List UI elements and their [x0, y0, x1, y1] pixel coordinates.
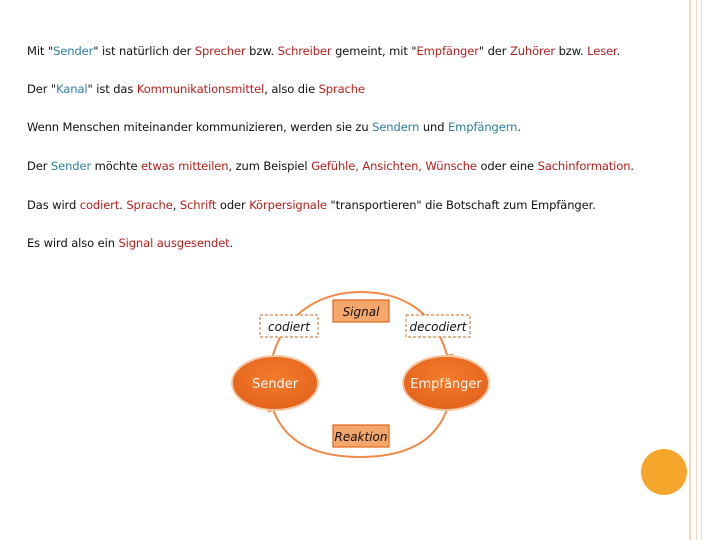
highlight-empfaengern: Empfängern [447, 120, 518, 134]
signal-box [333, 300, 389, 322]
decodiert-box [406, 315, 470, 337]
highlight-sprecher: Sprecher [194, 44, 246, 58]
text-part: möchte [91, 159, 142, 173]
text-line-3 [27, 120, 521, 134]
text-part: oder eine [476, 159, 538, 173]
receiver-node [403, 356, 489, 410]
highlight-kommunikationsmittel: Kommunikationsmittel [136, 82, 265, 96]
highlight-codiert: codiert [79, 198, 120, 212]
text-part: und [419, 120, 448, 134]
text-part: Wenn Menschen miteinander kommunizieren, werden sie zu [27, 120, 373, 134]
text-part: , [172, 198, 180, 212]
text-part: Der [27, 159, 51, 173]
text-part: , zum Beispiel [228, 159, 312, 173]
highlight-kanal: Kanal [56, 82, 88, 96]
highlight-koerpersignale: Körpersignale [249, 198, 327, 212]
decorative-border-line [696, 0, 697, 540]
text-part: " ist natürlich der [93, 44, 195, 58]
communication-cycle-svg [225, 287, 495, 462]
sender-node [232, 356, 318, 410]
highlight-schreiber: Schreiber [277, 44, 332, 58]
text-part: oder [216, 198, 250, 212]
highlight-sender: Sender [53, 44, 94, 58]
text-part: gemeint, mit " [331, 44, 417, 58]
highlight-schrift: Schrift [179, 198, 217, 212]
reaction-label: Reaktion [334, 430, 388, 444]
text-part: . [229, 236, 234, 250]
highlight-signal: Signal [118, 236, 154, 250]
highlight-sendern: Sendern [372, 120, 420, 134]
text-part: , also die [264, 82, 319, 96]
text-part: bzw. [555, 44, 588, 58]
text-part: . [616, 44, 621, 58]
text-part: " ist das [87, 82, 137, 96]
text-line-6 [27, 236, 233, 250]
decodiert-label: decodiert [409, 320, 467, 334]
codiert-label: codiert [268, 320, 310, 334]
text-part: Mit " [27, 44, 54, 58]
highlight-sprache: Sprache [126, 198, 173, 212]
text-part: Der " [27, 82, 57, 96]
highlight-ausgesendet: ausgesendet [156, 236, 230, 250]
communication-diagram [225, 287, 495, 462]
text-part: " der [478, 44, 510, 58]
signal-label: Signal [342, 305, 380, 319]
highlight-sender: Sender [50, 159, 92, 173]
decorative-border-line [689, 0, 691, 540]
text-part: . [517, 120, 521, 134]
text-part: Es wird also ein [27, 236, 119, 250]
codiert-box [260, 315, 318, 337]
highlight-leser: Leser [587, 44, 617, 58]
receiver-label: Empfänger [410, 377, 482, 392]
highlight-zuhoerer: Zuhörer [509, 44, 556, 58]
text-line-4 [27, 159, 634, 173]
text-line-2 [27, 82, 365, 96]
highlight-etwas-mitteilen: etwas mitteilen [141, 159, 229, 173]
text-part: "transportieren" die Botschaft zum Empfänger. [326, 198, 596, 212]
reaction-box [333, 425, 389, 447]
decorative-orange-dot [641, 449, 687, 495]
highlight-gefuehle: Gefühle, Ansichten, Wünsche [311, 159, 477, 173]
highlight-empfaenger: Empfänger [416, 44, 479, 58]
text-part: . [119, 198, 127, 212]
highlight-sachinformation: Sachinformation [537, 159, 631, 173]
text-part: bzw. [245, 44, 278, 58]
decorative-border-line [701, 0, 702, 540]
text-line-5 [27, 198, 596, 212]
text-line-1 [27, 44, 620, 58]
text-part: Das wird [27, 198, 80, 212]
text-part: . [630, 159, 634, 173]
sender-label: Sender [251, 377, 299, 392]
highlight-sprache: Sprache [318, 82, 365, 96]
